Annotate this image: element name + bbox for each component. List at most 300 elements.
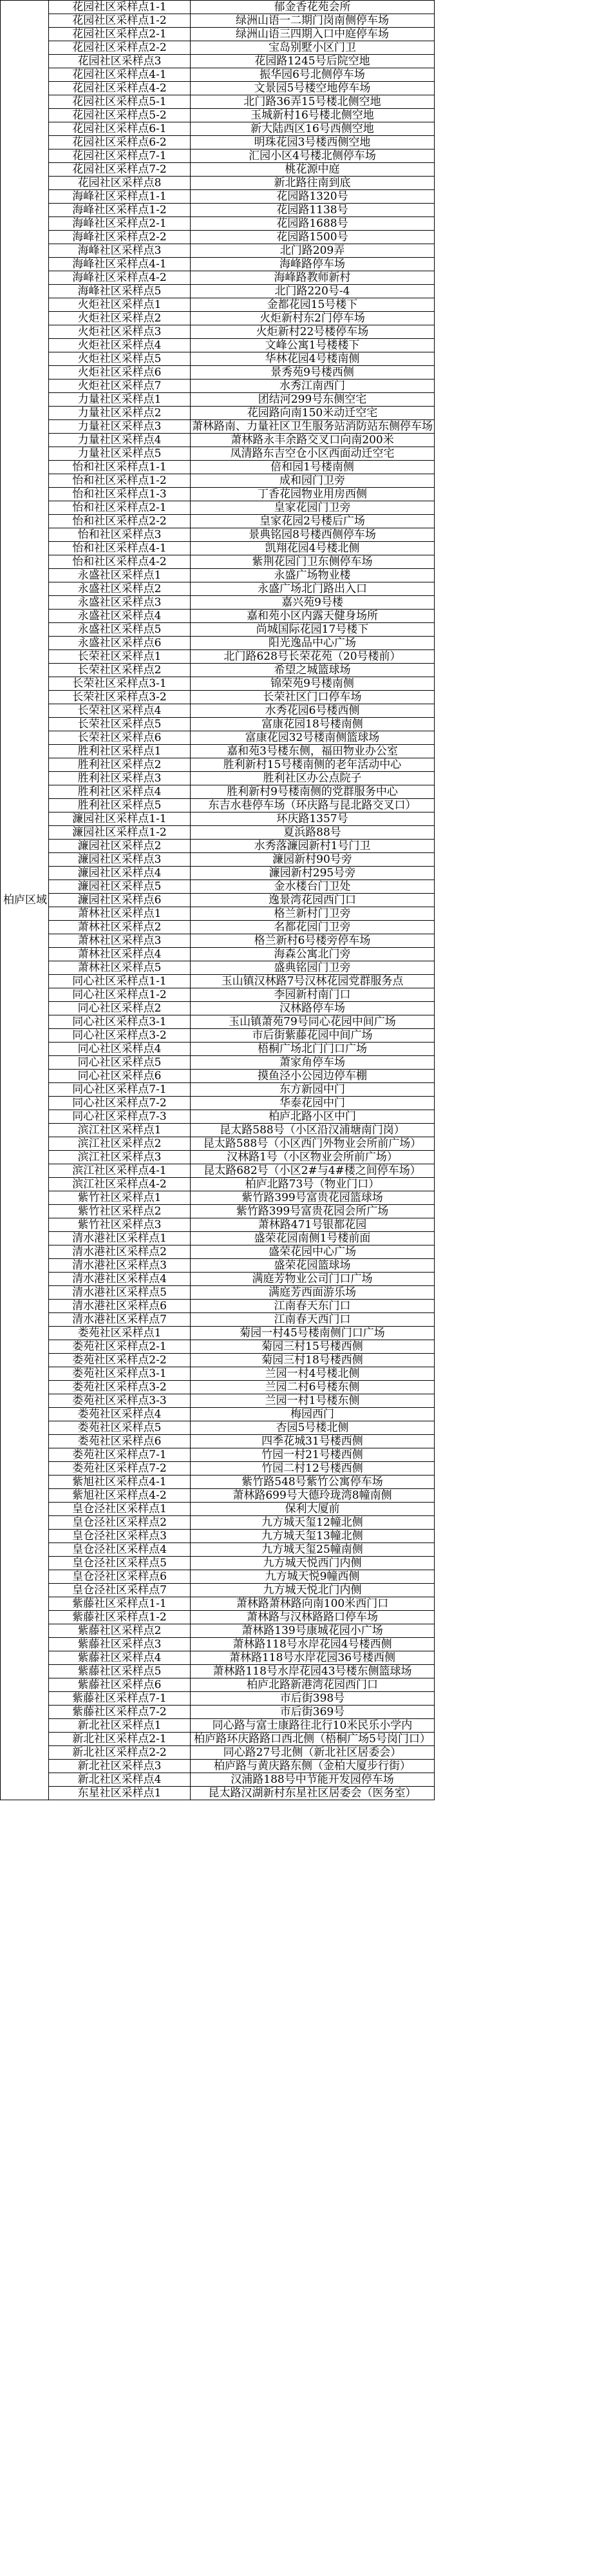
sampling-point-location: 玉山镇萧苑79号同心花园中间广场 xyxy=(191,1015,435,1029)
table-row xyxy=(1,1056,435,1070)
table-row xyxy=(1,650,435,664)
table-row xyxy=(1,1313,435,1327)
sampling-point-location: 海森公寓北门旁 xyxy=(191,948,435,961)
sampling-point-name: 皇仓泾社区采样点1 xyxy=(49,1503,191,1516)
sampling-point-name: 紫藤社区采样点4 xyxy=(49,1651,191,1665)
sampling-point-name: 清水港社区采样点3 xyxy=(49,1259,191,1273)
sampling-point-location: 花园路1138号 xyxy=(191,204,435,217)
table-row xyxy=(1,1178,435,1191)
sampling-point-location: 玉山镇汉林路7号汉林花园党群服务点 xyxy=(191,975,435,988)
table-row xyxy=(1,1381,435,1394)
sampling-point-location: 萧林路471号银都花园 xyxy=(191,1218,435,1232)
sampling-point-name: 花园社区采样点6-1 xyxy=(49,122,191,136)
sampling-point-location: 保利大厦前 xyxy=(191,1503,435,1516)
sampling-point-name: 娄苑社区采样点7-2 xyxy=(49,1462,191,1475)
sampling-point-location: 长荣社区门口停车场 xyxy=(191,691,435,704)
table-row xyxy=(1,1015,435,1029)
table-row xyxy=(1,1692,435,1706)
sampling-point-location: 菊园一村45号楼南侧门口广场 xyxy=(191,1327,435,1340)
sampling-point-location: 明珠花园3号楼西侧空地 xyxy=(191,136,435,149)
sampling-point-name: 紫旭社区采样点4-2 xyxy=(49,1489,191,1503)
sampling-point-name: 濂园社区采样点4 xyxy=(49,867,191,880)
sampling-point-location: 汉浦路188号中节能开发园停车场 xyxy=(191,1773,435,1787)
sampling-point-location: 新大陆西区16号西侧空地 xyxy=(191,122,435,136)
table-row xyxy=(1,1570,435,1584)
sampling-point-name: 同心社区采样点1-1 xyxy=(49,975,191,988)
sampling-point-location: 尚城国际花园17号楼下 xyxy=(191,623,435,637)
table-row xyxy=(1,745,435,758)
table-row xyxy=(1,961,435,975)
table-row xyxy=(1,217,435,231)
table-row xyxy=(1,149,435,163)
sampling-point-location: 九方城天悦西门内侧 xyxy=(191,1557,435,1570)
sampling-point-name: 滨江社区采样点4-1 xyxy=(49,1164,191,1178)
table-row xyxy=(1,1083,435,1097)
sampling-point-name: 火炬社区采样点1 xyxy=(49,298,191,312)
table-row xyxy=(1,948,435,961)
sampling-point-location: 江南春天东门口 xyxy=(191,1300,435,1313)
sampling-point-location: 竹园二村12号楼西侧 xyxy=(191,1462,435,1475)
table-row xyxy=(1,569,435,582)
sampling-point-location: 昆太路588号（小区西门外物业会所前广场） xyxy=(191,1137,435,1151)
sampling-point-name: 永盛社区采样点2 xyxy=(49,582,191,596)
sampling-point-name: 滨江社区采样点1 xyxy=(49,1124,191,1137)
sampling-point-location: 昆太路588号（小区沿汉浦塘南门岗） xyxy=(191,1124,435,1137)
sampling-point-location: 汉林路停车场 xyxy=(191,1002,435,1015)
table-row xyxy=(1,610,435,623)
table-row xyxy=(1,772,435,785)
table-row xyxy=(1,1516,435,1530)
sampling-point-name: 胜利社区采样点1 xyxy=(49,745,191,758)
sampling-point-name: 怡和社区采样点2-2 xyxy=(49,515,191,528)
table-row xyxy=(1,1002,435,1015)
sampling-point-name: 怡和社区采样点4-1 xyxy=(49,542,191,555)
sampling-point-location: 胜利社区办公点院子 xyxy=(191,772,435,785)
sampling-point-location: 新北路往南到底 xyxy=(191,177,435,190)
sampling-point-location: 花园路1320号 xyxy=(191,190,435,204)
sampling-point-name: 清水港社区采样点7 xyxy=(49,1313,191,1327)
sampling-point-location: 萧林路139号康城花园小广场 xyxy=(191,1624,435,1638)
table-row xyxy=(1,1137,435,1151)
sampling-point-name: 娄苑社区采样点1 xyxy=(49,1327,191,1340)
table-row xyxy=(1,244,435,258)
table-row xyxy=(1,677,435,691)
sampling-point-location: 金水楼台门卫处 xyxy=(191,880,435,894)
sampling-point-name: 紫藤社区采样点6 xyxy=(49,1678,191,1692)
sampling-point-name: 同心社区采样点3-2 xyxy=(49,1029,191,1043)
table-row xyxy=(1,28,435,41)
table-row xyxy=(1,542,435,555)
sampling-point-location: 绿洲山语一二期门岗南侧停车场 xyxy=(191,14,435,28)
sampling-point-name: 同心社区采样点7-3 xyxy=(49,1110,191,1124)
table-row xyxy=(1,623,435,637)
sampling-point-location: 海峰路教师新村 xyxy=(191,271,435,285)
sampling-point-name: 濂园社区采样点3 xyxy=(49,853,191,867)
sampling-point-location: 萧林路与汉林路路口停车场 xyxy=(191,1611,435,1624)
sampling-point-name: 怡和社区采样点3 xyxy=(49,528,191,542)
table-row xyxy=(1,1787,435,1800)
sampling-point-name: 长荣社区采样点3-1 xyxy=(49,677,191,691)
sampling-point-location: 皇家花园门卫旁 xyxy=(191,501,435,515)
sampling-point-name: 火炬社区采样点3 xyxy=(49,325,191,339)
sampling-point-location: 满庭芳物业公司门口广场 xyxy=(191,1273,435,1286)
sampling-point-name: 新北社区采样点2-1 xyxy=(49,1733,191,1746)
table-row xyxy=(1,434,435,447)
sampling-point-location: 凯翔花园4号楼北侧 xyxy=(191,542,435,555)
sampling-point-name: 娄苑社区采样点3-2 xyxy=(49,1381,191,1394)
sampling-point-location: 华泰花园中门 xyxy=(191,1097,435,1110)
sampling-point-location: 竹园一村21号楼西侧 xyxy=(191,1448,435,1462)
sampling-point-location: 阳光逸品中心广场 xyxy=(191,637,435,650)
table-row xyxy=(1,68,435,82)
sampling-point-name: 永盛社区采样点6 xyxy=(49,637,191,650)
sampling-point-name: 长荣社区采样点1 xyxy=(49,650,191,664)
table-row xyxy=(1,1273,435,1286)
sampling-point-name: 萧林社区采样点2 xyxy=(49,921,191,934)
sampling-point-name: 同心社区采样点7-2 xyxy=(49,1097,191,1110)
sampling-point-location: 市后街紫藤花园中间广场 xyxy=(191,1029,435,1043)
sampling-point-name: 力量社区采样点2 xyxy=(49,407,191,420)
table-row xyxy=(1,921,435,934)
table-row xyxy=(1,785,435,799)
sampling-point-name: 花园社区采样点7-2 xyxy=(49,163,191,177)
table-row xyxy=(1,1773,435,1787)
table-row xyxy=(1,1706,435,1719)
sampling-point-name: 永盛社区采样点5 xyxy=(49,623,191,637)
sampling-point-name: 力量社区采样点3 xyxy=(49,420,191,434)
sampling-point-location: 桃花源中庭 xyxy=(191,163,435,177)
sampling-point-name: 皇仓泾社区采样点5 xyxy=(49,1557,191,1570)
table-row xyxy=(1,1462,435,1475)
table-row xyxy=(1,1638,435,1651)
table-row xyxy=(1,1746,435,1760)
sampling-point-name: 紫竹社区采样点1 xyxy=(49,1191,191,1205)
sampling-point-location: 九方城天玺13幢北侧 xyxy=(191,1530,435,1543)
sampling-point-location: 兰园一村4号楼北侧 xyxy=(191,1367,435,1381)
sampling-point-location: 永盛广场物业楼 xyxy=(191,569,435,582)
table-row xyxy=(1,1557,435,1570)
table-row xyxy=(1,1300,435,1313)
sampling-point-location: 水秀花园6号楼西侧 xyxy=(191,704,435,718)
sampling-point-name: 紫藤社区采样点7-2 xyxy=(49,1706,191,1719)
table-row xyxy=(1,82,435,95)
table-row xyxy=(1,312,435,325)
table-row xyxy=(1,1394,435,1408)
table-row xyxy=(1,271,435,285)
sampling-point-location: 北门路628号长荣花苑（20号楼前） xyxy=(191,650,435,664)
table-row xyxy=(1,1530,435,1543)
table-row xyxy=(1,136,435,149)
sampling-point-location: 永盛广场北门路出入口 xyxy=(191,582,435,596)
table-row xyxy=(1,55,435,68)
sampling-point-location: 丁香花园物业用房西侧 xyxy=(191,488,435,501)
table-row xyxy=(1,637,435,650)
sampling-point-location: 萧林路萧林路向南100米西门口 xyxy=(191,1597,435,1611)
table-row xyxy=(1,1124,435,1137)
sampling-point-name: 怡和社区采样点2-1 xyxy=(49,501,191,515)
table-row xyxy=(1,14,435,28)
sampling-point-name: 胜利社区采样点5 xyxy=(49,799,191,812)
sampling-point-location: 文峰公寓1号楼楼下 xyxy=(191,339,435,352)
sampling-point-location: 摸鱼泾小公园边停车棚 xyxy=(191,1070,435,1083)
table-row xyxy=(1,664,435,677)
sampling-point-name: 火炬社区采样点7 xyxy=(49,380,191,393)
sampling-point-location: 菊园三村18号楼西侧 xyxy=(191,1354,435,1367)
table-row xyxy=(1,501,435,515)
table-row xyxy=(1,420,435,434)
sampling-point-location: 团结河299号东侧空宅 xyxy=(191,393,435,407)
table-row xyxy=(1,1584,435,1597)
sampling-point-name: 紫竹社区采样点3 xyxy=(49,1218,191,1232)
sampling-point-location: 紫竹路399号富贵花园会所广场 xyxy=(191,1205,435,1218)
table-row xyxy=(1,718,435,731)
sampling-point-name: 娄苑社区采样点2-2 xyxy=(49,1354,191,1367)
table-row xyxy=(1,109,435,122)
sampling-point-name: 清水港社区采样点6 xyxy=(49,1300,191,1313)
sampling-point-location: 濂园新村295号旁 xyxy=(191,867,435,880)
table-row xyxy=(1,691,435,704)
sampling-point-location: 九方城天悦9幢西侧 xyxy=(191,1570,435,1584)
sampling-point-location: 杏园5号楼北侧 xyxy=(191,1421,435,1435)
sampling-point-location: 柏庐北路小区中门 xyxy=(191,1110,435,1124)
sampling-point-name: 清水港社区采样点4 xyxy=(49,1273,191,1286)
table-row xyxy=(1,1733,435,1746)
table-row xyxy=(1,1286,435,1300)
sampling-point-name: 濂园社区采样点5 xyxy=(49,880,191,894)
sampling-point-name: 濂园社区采样点1-1 xyxy=(49,812,191,826)
sampling-point-location: 水秀落濂园新村1号门卫 xyxy=(191,840,435,853)
sampling-point-name: 皇仓泾社区采样点7 xyxy=(49,1584,191,1597)
table-row xyxy=(1,799,435,812)
table-row xyxy=(1,1327,435,1340)
sampling-point-location: 昆太路汉湖新村东星社区居委会（医务室） xyxy=(191,1787,435,1800)
table-row xyxy=(1,704,435,718)
table-row xyxy=(1,907,435,921)
sampling-point-name: 滨江社区采样点3 xyxy=(49,1151,191,1164)
sampling-point-name: 永盛社区采样点3 xyxy=(49,596,191,610)
sampling-point-location: 李园新村南门口 xyxy=(191,988,435,1002)
sampling-point-table-body xyxy=(1,1,435,1800)
sampling-point-location: 九方城天玺25幢南侧 xyxy=(191,1543,435,1557)
sampling-point-location: 萧林路118号水岸花园36号楼西侧 xyxy=(191,1651,435,1665)
table-row xyxy=(1,204,435,217)
sampling-point-location: 萧林路699号大德玲珑湾8幢南侧 xyxy=(191,1489,435,1503)
sampling-point-name: 娄苑社区采样点4 xyxy=(49,1408,191,1421)
sampling-point-name: 花园社区采样点1-1 xyxy=(49,1,191,14)
sampling-point-location: 逸景湾花园西门口 xyxy=(191,894,435,907)
table-row xyxy=(1,1475,435,1489)
sampling-point-name: 力量社区采样点4 xyxy=(49,434,191,447)
table-row xyxy=(1,380,435,393)
sampling-point-location: 花园路向南150米动迁空宅 xyxy=(191,407,435,420)
table-row xyxy=(1,826,435,840)
sampling-point-name: 清水港社区采样点2 xyxy=(49,1245,191,1259)
sampling-point-name: 长荣社区采样点5 xyxy=(49,718,191,731)
sampling-point-location: 四季花城31号楼西侧 xyxy=(191,1435,435,1448)
table-row xyxy=(1,285,435,298)
sampling-point-name: 皇仓泾社区采样点3 xyxy=(49,1530,191,1543)
sampling-point-name: 娄苑社区采样点7-1 xyxy=(49,1448,191,1462)
sampling-point-location: 绿洲山语三四期入口中庭停车场 xyxy=(191,28,435,41)
table-row xyxy=(1,1448,435,1462)
table-row xyxy=(1,880,435,894)
sampling-point-name: 花园社区采样点8 xyxy=(49,177,191,190)
sampling-point-location: 汉林路1号（小区物业会所前广场） xyxy=(191,1151,435,1164)
sampling-point-name: 花园社区采样点4-2 xyxy=(49,82,191,95)
sampling-point-name: 同心社区采样点3-1 xyxy=(49,1015,191,1029)
table-row xyxy=(1,1760,435,1773)
sampling-point-name: 同心社区采样点6 xyxy=(49,1070,191,1083)
sampling-point-location: 柏庐路与黄庆路东侧（金柏大厦步行街） xyxy=(191,1760,435,1773)
sampling-point-name: 火炬社区采样点4 xyxy=(49,339,191,352)
sampling-point-name: 娄苑社区采样点2-1 xyxy=(49,1340,191,1354)
sampling-point-name: 花园社区采样点5-1 xyxy=(49,95,191,109)
table-row xyxy=(1,95,435,109)
table-row xyxy=(1,1205,435,1218)
sampling-point-name: 紫藤社区采样点3 xyxy=(49,1638,191,1651)
sampling-point-location: 北门路209弄 xyxy=(191,244,435,258)
sampling-point-location: 水秀江南西门 xyxy=(191,380,435,393)
sampling-point-name: 萧林社区采样点4 xyxy=(49,948,191,961)
sampling-point-name: 新北社区采样点1 xyxy=(49,1719,191,1733)
sampling-point-location: 环庆路1357号 xyxy=(191,812,435,826)
sampling-point-location: 富康花园18号楼南侧 xyxy=(191,718,435,731)
sampling-point-name: 紫藤社区采样点2 xyxy=(49,1624,191,1638)
sampling-point-location: 花园路1688号 xyxy=(191,217,435,231)
sampling-point-location: 北门路220号-4 xyxy=(191,285,435,298)
table-row xyxy=(1,975,435,988)
table-row xyxy=(1,474,435,488)
table-row xyxy=(1,461,435,474)
table-row xyxy=(1,1029,435,1043)
sampling-point-location: 嘉和苑3号楼东侧，福田物业办公室 xyxy=(191,745,435,758)
sampling-point-name: 海峰社区采样点3 xyxy=(49,244,191,258)
table-row xyxy=(1,853,435,867)
table-row xyxy=(1,731,435,745)
sampling-point-location: 东方新园中门 xyxy=(191,1083,435,1097)
table-row xyxy=(1,325,435,339)
table-row xyxy=(1,447,435,461)
sampling-point-location: 倍和园1号楼南侧 xyxy=(191,461,435,474)
sampling-point-name: 长荣社区采样点2 xyxy=(49,664,191,677)
sampling-point-name: 新北社区采样点2-2 xyxy=(49,1746,191,1760)
sampling-point-location: 市后街369号 xyxy=(191,1706,435,1719)
table-row xyxy=(1,1503,435,1516)
sampling-point-location: 九方城天玺12幢北侧 xyxy=(191,1516,435,1530)
sampling-point-name: 娄苑社区采样点5 xyxy=(49,1421,191,1435)
sampling-point-name: 清水港社区采样点1 xyxy=(49,1232,191,1245)
table-row xyxy=(1,1164,435,1178)
table-row xyxy=(1,582,435,596)
sampling-point-name: 海峰社区采样点1-2 xyxy=(49,204,191,217)
sampling-point-name: 滨江社区采样点4-2 xyxy=(49,1178,191,1191)
sampling-point-location: 盛荣花园南侧1号楼前面 xyxy=(191,1232,435,1245)
sampling-point-name: 紫藤社区采样点7-1 xyxy=(49,1692,191,1706)
table-row xyxy=(1,122,435,136)
sampling-point-location: 华林花园4号楼南侧 xyxy=(191,352,435,366)
sampling-point-location: 菊园三村15号楼西侧 xyxy=(191,1340,435,1354)
sampling-point-location: 花园路1245号后院空地 xyxy=(191,55,435,68)
sampling-point-name: 紫竹社区采样点2 xyxy=(49,1205,191,1218)
sampling-point-name: 花园社区采样点6-2 xyxy=(49,136,191,149)
sampling-point-name: 怡和社区采样点1-3 xyxy=(49,488,191,501)
table-row xyxy=(1,934,435,948)
sampling-point-name: 胜利社区采样点3 xyxy=(49,772,191,785)
sampling-point-location: 萧家角停车场 xyxy=(191,1056,435,1070)
sampling-point-name: 皇仓泾社区采样点4 xyxy=(49,1543,191,1557)
table-row xyxy=(1,231,435,244)
sampling-point-location: 萧林路118号水岸花园4号楼西侧 xyxy=(191,1638,435,1651)
sampling-point-location: 富康花园32号楼南侧篮球场 xyxy=(191,731,435,745)
sampling-point-name: 长荣社区采样点6 xyxy=(49,731,191,745)
sampling-point-name: 滨江社区采样点2 xyxy=(49,1137,191,1151)
sampling-point-location: 格兰新村6号楼旁停车场 xyxy=(191,934,435,948)
table-row xyxy=(1,1097,435,1110)
table-row xyxy=(1,41,435,55)
sampling-point-name: 海峰社区采样点4-2 xyxy=(49,271,191,285)
sampling-point-name: 清水港社区采样点5 xyxy=(49,1286,191,1300)
table-row xyxy=(1,298,435,312)
sampling-point-location: 东吉水巷停车场（环庆路与昆北路交叉口） xyxy=(191,799,435,812)
table-row xyxy=(1,840,435,853)
sampling-point-name: 怡和社区采样点4-2 xyxy=(49,555,191,569)
table-row xyxy=(1,1340,435,1354)
table-row xyxy=(1,1543,435,1557)
sampling-point-name: 花园社区采样点1-2 xyxy=(49,14,191,28)
sampling-point-name: 萧林社区采样点1 xyxy=(49,907,191,921)
sampling-point-name: 力量社区采样点5 xyxy=(49,447,191,461)
table-row xyxy=(1,867,435,880)
sampling-point-location: 盛荣花园中心广场 xyxy=(191,1245,435,1259)
sampling-point-location: 兰园二村6号楼东侧 xyxy=(191,1381,435,1394)
sampling-point-name: 濂园社区采样点6 xyxy=(49,894,191,907)
table-row xyxy=(1,339,435,352)
sampling-point-location: 市后街398号 xyxy=(191,1692,435,1706)
table-row xyxy=(1,1070,435,1083)
sampling-point-name: 萧林社区采样点5 xyxy=(49,961,191,975)
sampling-point-name: 长荣社区采样点4 xyxy=(49,704,191,718)
sampling-point-name: 紫藤社区采样点1-1 xyxy=(49,1597,191,1611)
table-row xyxy=(1,163,435,177)
sampling-point-location: 濂园新村90号旁 xyxy=(191,853,435,867)
sampling-point-name: 同心社区采样点4 xyxy=(49,1043,191,1056)
sampling-point-name: 皇仓泾社区采样点2 xyxy=(49,1516,191,1530)
table-row xyxy=(1,1354,435,1367)
sampling-point-name: 胜利社区采样点2 xyxy=(49,758,191,772)
sampling-point-location: 萧林路南、力量社区卫生服务站消防站东侧停车场 xyxy=(191,420,435,434)
sampling-point-name: 濂园社区采样点2 xyxy=(49,840,191,853)
table-row xyxy=(1,1367,435,1381)
table-row xyxy=(1,1665,435,1678)
sampling-point-name: 怡和社区采样点1-2 xyxy=(49,474,191,488)
sampling-point-location: 锦荣苑9号楼南侧 xyxy=(191,677,435,691)
sampling-point-name: 花园社区采样点2-1 xyxy=(49,28,191,41)
table-row xyxy=(1,1151,435,1164)
sampling-point-location: 嘉兴苑9号楼 xyxy=(191,596,435,610)
sampling-point-location: 北门路36弄15号楼北侧空地 xyxy=(191,95,435,109)
table-row xyxy=(1,515,435,528)
sampling-point-location: 江南春天西门口 xyxy=(191,1313,435,1327)
sampling-point-name: 花园社区采样点3 xyxy=(49,55,191,68)
table-row xyxy=(1,1421,435,1435)
table-row xyxy=(1,1624,435,1638)
sampling-point-name: 力量社区采样点1 xyxy=(49,393,191,407)
sampling-point-name: 永盛社区采样点4 xyxy=(49,610,191,623)
sampling-point-location: 紫竹路399号富贵花园篮球场 xyxy=(191,1191,435,1205)
table-row xyxy=(1,1408,435,1421)
sampling-point-location: 同心路与富士康路往北行10米民乐小学内 xyxy=(191,1719,435,1733)
sampling-point-location: 柏庐北路新港湾花园西门口 xyxy=(191,1678,435,1692)
